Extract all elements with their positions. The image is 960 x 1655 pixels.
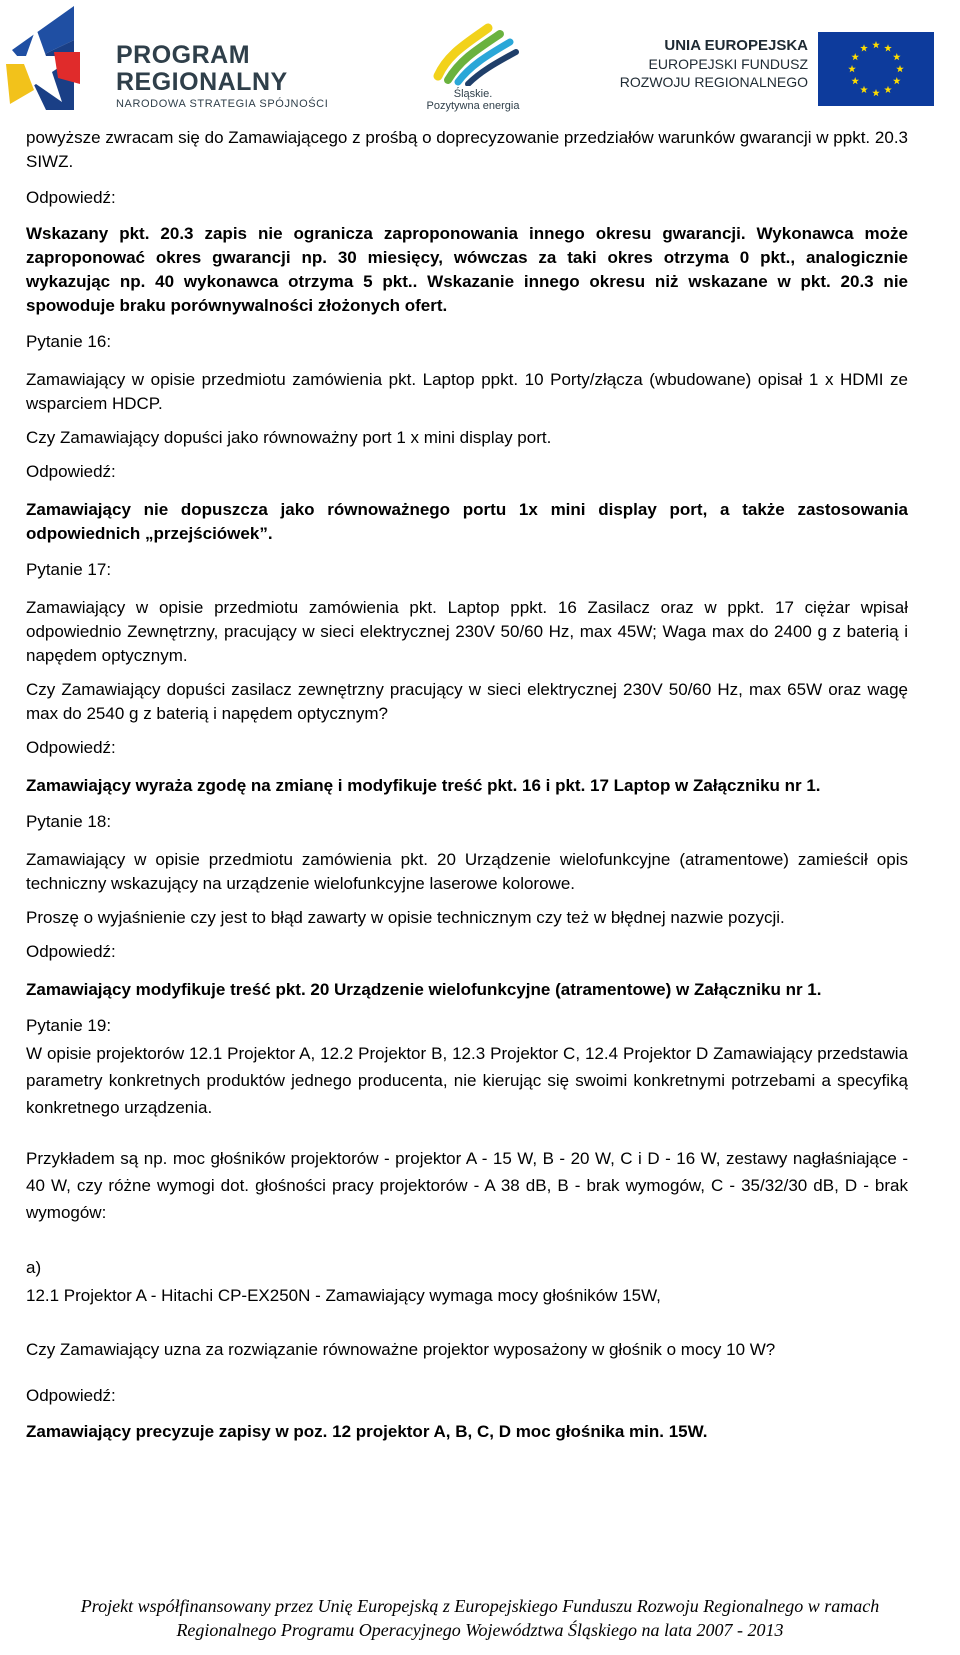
footer-line2: Regionalnego Programu Operacyjnego Województwa Śląskiego na lata 2007 - 2013: [176, 1620, 784, 1640]
answer-label: Odpowiedź:: [26, 188, 116, 207]
question-text: Czy Zamawiający dopuści zasilacz zewnętrzny pracujący w sieci elektrycznej 230V 50/60 Hz, max 65W oraz wagę max do 2540 g z baterią i napędem optycznym?: [26, 680, 908, 723]
answer-label: Odpowiedź:: [26, 1386, 116, 1405]
answer-text: Zamawiający modyfikuje treść pkt. 20 Urządzenie wielofunkcyjne (atramentowe) w Załączniku nr 1.: [26, 980, 822, 999]
answer-label: Odpowiedź:: [26, 462, 116, 481]
answer-label: Odpowiedź:: [26, 942, 116, 961]
eu-logo: [608, 32, 938, 106]
question-text: Przykładem są np. moc głośników projektorów - projektor A - 15 W, B - 20 W, C i D - 16 W, zestawy nagłaśniające - 40 W, czy różne wymogi dot. głośności pracy projektorów - A 38 dB, B - brak wymogów, C - 35/32/30 dB, D - brak wymogów:: [26, 1149, 908, 1222]
question-label-19: Pytanie 19:: [26, 1016, 112, 1035]
document-header: [0, 0, 960, 118]
slaskie-line2: Pozytywna energia: [426, 100, 520, 112]
question-text: Zamawiający w opisie przedmiotu zamówienia pkt. Laptop ppkt. 10 Porty/złącza (wbudowane) opisał 1 x HDMI ze wsparciem HDCP.: [26, 370, 908, 413]
list-marker: a): [26, 1258, 42, 1277]
answer-text: Zamawiający nie dopuszcza jako równoważnego portu 1x mini display port, a także zastosowania odpowiednich „przejściówek”.: [26, 500, 908, 543]
question-label-16: Pytanie 16:: [26, 332, 112, 351]
answer-label: Odpowiedź:: [26, 738, 116, 757]
program-regionalny-text: [116, 42, 328, 110]
eu-flag-icon: [818, 32, 934, 106]
question-text: W opisie projektorów 12.1 Projektor A, 12.2 Projektor B, 12.3 Projektor C, 12.4 Projektor D Zamawiający przedstawia parametry konkretnych produktów jednego producenta, nie kierując się swoimi konkretnymi potrzebami a specyfiką konkretnego urządzenia.: [26, 1044, 908, 1117]
question-label-17: Pytanie 17:: [26, 560, 112, 579]
document-footer: [0, 1594, 960, 1642]
question-text: Czy Zamawiający uzna za rozwiązanie równoważne projektor wyposażony w głośnik o mocy 10 W?: [26, 1340, 776, 1359]
slaskie-line1: Śląskie.: [453, 88, 493, 100]
footer-line1: Projekt współfinansowany przez Unię Europejską z Europejskiego Funduszu Rozwoju Regionalnego w ramach: [80, 1596, 880, 1616]
document-body: [26, 126, 958, 1444]
question-text: Zamawiający w opisie przedmiotu zamówienia pkt. Laptop ppkt. 16 Zasilacz oraz w ppkt. 17 ciężar wpisał odpowiednio Zewnętrzny, pracujący w sieci elektrycznej 230V 50/60 Hz, max 45W; Waga max do 2400 g z baterią i napędem optycznym.: [26, 598, 908, 665]
eu-text: [608, 36, 808, 91]
eu-line1: UNIA EUROPEJSKA: [664, 37, 808, 54]
slaskie-caption: [418, 88, 528, 112]
slaskie-logo: [418, 14, 528, 118]
question-text: Czy Zamawiający dopuści jako równoważny port 1 x mini display port.: [26, 428, 552, 447]
program-subtitle: NARODOWA STRATEGIA SPÓJNOŚCI: [116, 98, 329, 110]
eu-line2: EUROPEJSKI FUNDUSZ: [648, 56, 808, 72]
slaskie-waves-icon: [418, 14, 528, 86]
question-text: Proszę o wyjaśnienie czy jest to błąd zawarty w opisie technicznym czy też w błędnej nazwie pozycji.: [26, 908, 785, 927]
question-label-18: Pytanie 18:: [26, 812, 112, 831]
eu-line3: ROZWOJU REGIONALNEGO: [619, 74, 808, 90]
answer-text: Zamawiający precyzuje zapisy w poz. 12 projektor A, B, C, D moc głośnika min. 15W.: [26, 1422, 708, 1441]
list-item-text: 12.1 Projektor A - Hitachi CP-EX250N - Zamawiający wymaga mocy głośników 15W,: [26, 1286, 661, 1305]
star-emblem-icon: [6, 6, 106, 114]
program-line2: REGIONALNY: [116, 68, 288, 96]
answer-text: Wskazany pkt. 20.3 zapis nie ogranicza zaproponowania innego okresu gwarancji. Wykonawca może zaproponować okres gwarancji np. 30 miesięcy, wówczas za taki okres otrzyma 0 pkt., analogicznie wykazując np. 40 wykonawca otrzyma 5 pkt.. Wskazanie innego okresu niż wskazane w pkt. 20.3 nie spowoduje braku porównywalności złożonych ofert.: [26, 224, 908, 315]
question-text: Zamawiający w opisie przedmiotu zamówienia pkt. 20 Urządzenie wielofunkcyjne (atramentowe) zamieścił opis techniczny wskazujący na urządzenie wielofunkcyjne laserowe kolorowe.: [26, 850, 908, 893]
answer-text: Zamawiający wyraża zgodę na zmianę i modyfikuje treść pkt. 16 i pkt. 17 Laptop w Załączniku nr 1.: [26, 776, 821, 795]
program-line1: PROGRAM: [116, 41, 251, 69]
paragraph: powyższe zwracam się do Zamawiającego z prośbą o doprecyzowanie przedziałów warunków gwarancji w ppkt. 20.3 SIWZ.: [26, 128, 908, 171]
program-regionalny-logo: [6, 6, 346, 114]
